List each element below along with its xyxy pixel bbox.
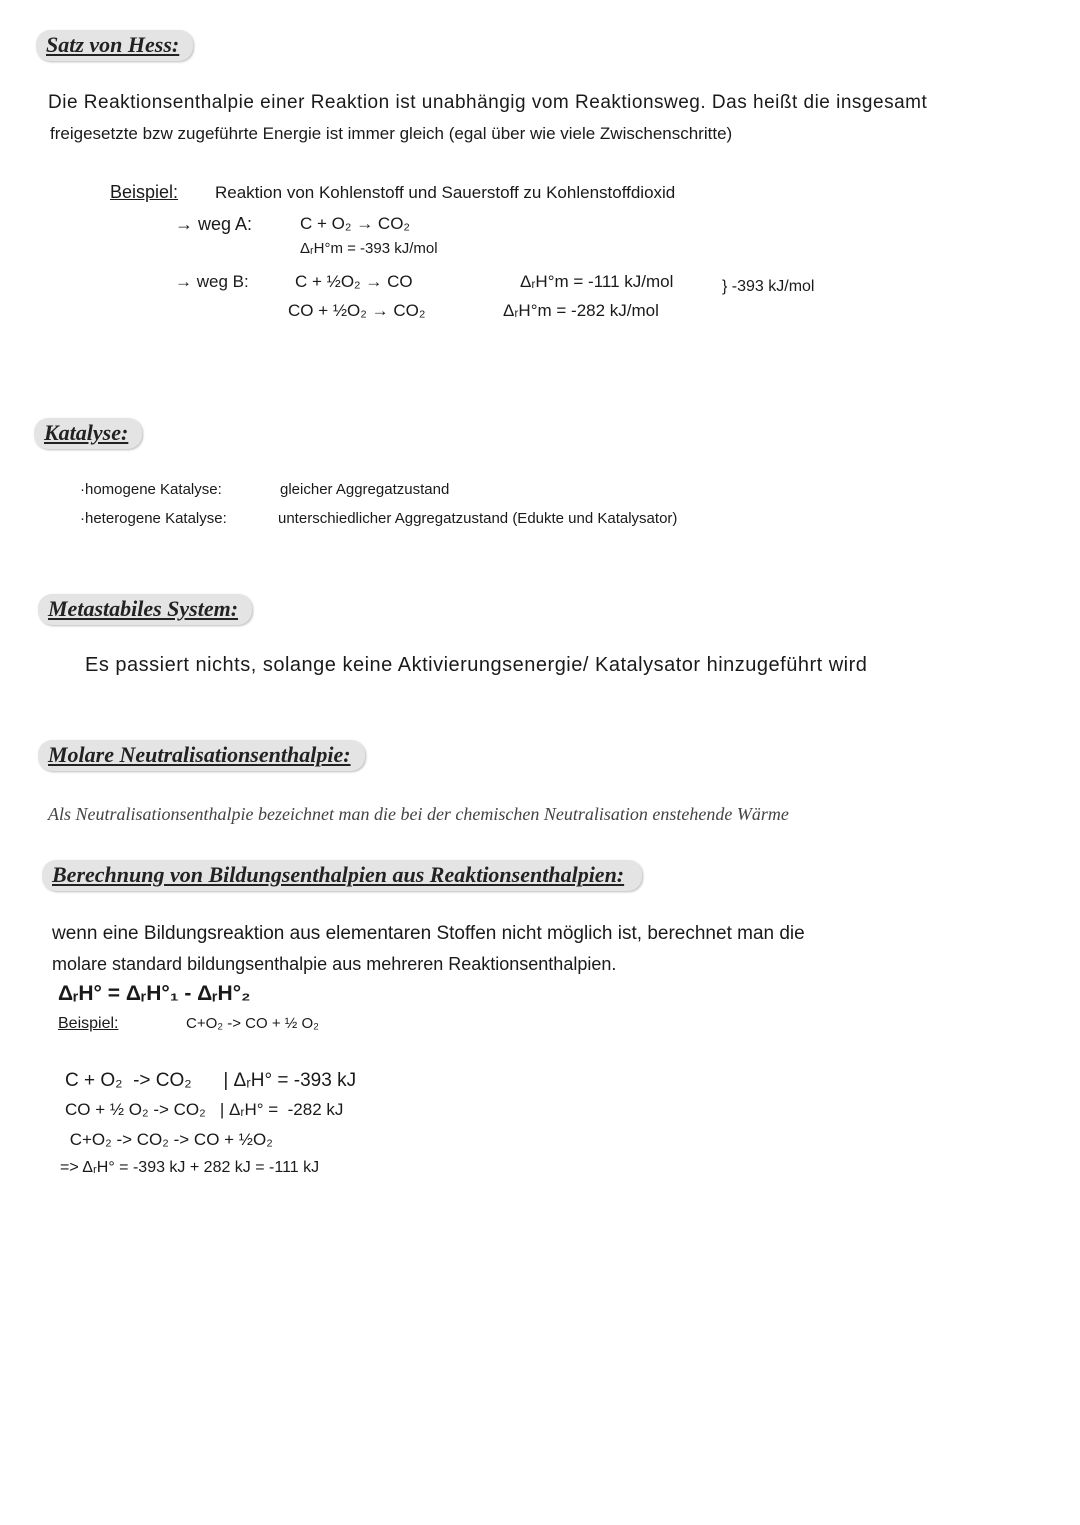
section-heading-metastabil: Metastabiles System: xyxy=(38,594,252,625)
bildung-example-equation: C+O₂ -> CO + ½ O₂ xyxy=(186,1015,319,1032)
weg-b-enthalpy-1: ΔᵣH°m = -111 kJ/mol xyxy=(520,272,674,291)
metastabil-text: Es passiert nichts, solange keine Aktivierungsenergie/ Katalysator hinzugeführt wird xyxy=(85,654,868,676)
weg-b-equation-2: CO + ½O₂ → CO₂ xyxy=(288,301,426,320)
weg-b-label: → weg B: xyxy=(175,272,249,291)
calc-line: C+O₂ -> CO₂ -> CO + ½O₂ xyxy=(65,1130,273,1149)
hess-example-label: Beispiel: xyxy=(110,182,179,202)
weg-a-equation: C + O₂ → CO₂ xyxy=(300,214,411,233)
hess-text-line1: Die Reaktionsenthalpie einer Reaktion ist unabhängig vom Reaktionsweg. Das heißt die insgesamt xyxy=(48,92,928,113)
section-heading-katalyse: Katalyse: xyxy=(34,418,142,449)
weg-b-sum: } -393 kJ/mol xyxy=(722,278,815,295)
calc-line: C + O₂ -> CO₂ | ΔᵣH° = -393 kJ xyxy=(65,1070,357,1091)
weg-a-label: → weg A: xyxy=(175,214,253,234)
weg-b-equation-1: C + ½O₂ → CO xyxy=(295,272,413,291)
section-heading-hess: Satz von Hess: xyxy=(36,30,193,61)
bildung-example-label: Beispiel: xyxy=(58,1015,119,1032)
neutralisation-text: Als Neutralisationsenthalpie bezeichnet man die bei der chemischen Neutralisation enstehende Wärme xyxy=(48,804,789,824)
heterogen-label: ·heterogene Katalyse: xyxy=(80,510,227,527)
calc-result: => ΔᵣH° = -393 kJ + 282 kJ = -111 kJ xyxy=(60,1159,320,1176)
section-heading-bildung: Berechnung von Bildungsenthalpien aus Reaktionsenthalpien: xyxy=(42,860,642,891)
hess-example-text: Reaktion von Kohlenstoff und Sauerstoff zu Kohlenstoffdioxid xyxy=(215,183,676,202)
homogen-label: ·homogene Katalyse: xyxy=(80,481,222,498)
hess-text-line2: freigesetzte bzw zugeführte Energie ist immer gleich (egal über wie viele Zwischenschritte) xyxy=(50,124,733,143)
heterogen-text: unterschiedlicher Aggregatzustand (Edukte und Katalysator) xyxy=(278,510,678,527)
weg-b-enthalpy-2: ΔᵣH°m = -282 kJ/mol xyxy=(503,301,659,320)
weg-a-enthalpy: ΔᵣH°m = -393 kJ/mol xyxy=(300,240,438,257)
bildung-formula: ΔᵣH° = ΔᵣH°₁ - ΔᵣH°₂ xyxy=(58,982,251,1005)
section-heading-neutralisation: Molare Neutralisationsenthalpie: xyxy=(38,740,365,771)
bildung-text-line1: wenn eine Bildungsreaktion aus elementaren Stoffen nicht möglich ist, berechnet man die xyxy=(52,923,805,944)
calc-line: CO + ½ O₂ -> CO₂ | ΔᵣH° = -282 kJ xyxy=(65,1100,344,1119)
homogen-text: gleicher Aggregatzustand xyxy=(280,481,450,498)
bildung-text-line2: molare standard bildungsenthalpie aus mehreren Reaktionsenthalpien. xyxy=(52,954,617,974)
